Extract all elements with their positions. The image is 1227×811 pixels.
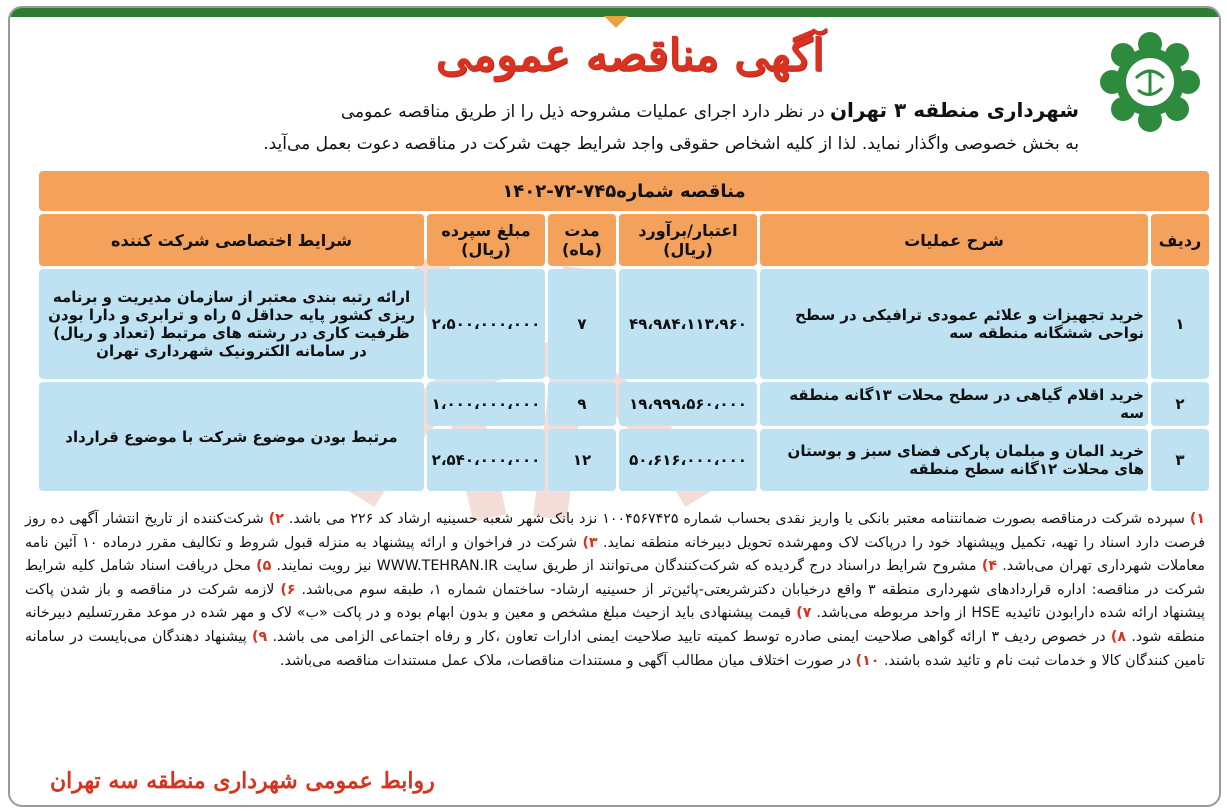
term-text: شرکت در فراخوان و ارائه پیشنهاد به منزله قبول شروط و تکالیف مقرر درماده ۱۰ آئین نامه معاملات شهرداری تهران می‌باشد.	[25, 534, 1206, 575]
term-number: ۷)	[796, 605, 812, 622]
term-number: ۲)	[268, 511, 284, 527]
cell-description: خرید المان و مبلمان پارکی فضای سبز و بوستان های محلات ۱۲گانه سطح منطقه	[760, 429, 1148, 491]
footer-signature: روابط عمومی شهرداری منطقه سه تهران	[50, 768, 435, 794]
intro-line-1	[19, 98, 1079, 122]
orange-marker	[604, 16, 628, 28]
intro-text-1: در نظر دارد اجرای عملیات مشروحه ذیل را از طریق مناقصه عمومی	[340, 102, 825, 122]
cell-conditions: مرتبط بودن موضوع شرکت با موضوع قرارداد	[39, 382, 424, 491]
cell-deposit: ۲،۵۰۰،۰۰۰،۰۰۰	[427, 269, 545, 379]
page-title: آگهی مناقصه عمومی	[435, 30, 825, 81]
term-text: در صورت اختلاف میان مطالب آگهی و مستندات مناقصات، ملاک عمل مستندات مناقصه می‌باشد.	[279, 652, 852, 669]
cell-duration: ۹	[548, 382, 616, 426]
term-text: محل دریافت اسناد شامل کلیه شرایط شرکت در مناقصه: اداره قراردادهای شهرداری منطقه ۳ واقع درخیابان دکترشریعتی-پائین‌تر از حسینیه ارشاد- ساختمان شماره ۱، طبقه سوم می‌باشد.	[25, 558, 1206, 598]
cell-duration: ۱۲	[548, 429, 616, 491]
tender-number: مناقصه شماره۷۴۵-۷۲-۱۴۰۲	[39, 171, 1209, 211]
cell-deposit: ۱،۰۰۰،۰۰۰،۰۰۰	[427, 382, 545, 426]
header-description: شرح عملیات	[760, 214, 1148, 266]
term-text: قیمت پیشنهادی باید ازحیث مبلغ مشخص و معین و بدون ابهام بوده و در پاکت «ب» لاک و مهر شده در موعد مقررتسلیم دبیرخانه منطقه شود.	[25, 605, 1206, 645]
header-budget: اعتبار/برآورد (ریال)	[619, 214, 757, 266]
term-number: ۳)	[582, 534, 598, 551]
cell-budget: ۱۹،۹۹۹،۵۶۰،۰۰۰	[619, 382, 757, 426]
header-row-number: ردیف	[1151, 214, 1209, 266]
header-deposit: مبلغ سپرده (ریال)	[427, 214, 545, 266]
cell-budget: ۵۰،۶۱۶،۰۰۰،۰۰۰	[619, 429, 757, 491]
cell-budget: ۴۹،۹۸۴،۱۱۳،۹۶۰	[619, 269, 757, 379]
term-text: لازمه شرکت در مناقصه و باز شدن پاکت پیشنهاد ارائه شده دارابودن تائیدیه HSE از واحد مربوطه می‌باشد.	[25, 581, 1205, 622]
term-number: ۸)	[1110, 628, 1127, 645]
cell-row-number: ۲	[1151, 382, 1209, 426]
term-number: ۱۰)	[855, 652, 880, 669]
notice-frame	[8, 6, 1221, 807]
cell-description: خرید اقلام گیاهی در سطح محلات ۱۳گانه منطقه سه	[760, 382, 1148, 426]
header-duration: مدت (ماه)	[548, 214, 616, 266]
term-number: ۱)	[1189, 511, 1205, 527]
term-number: ۴)	[981, 558, 997, 575]
tehran-municipality-logo	[1098, 30, 1202, 134]
cell-deposit: ۲،۵۴۰،۰۰۰،۰۰۰	[427, 429, 545, 491]
terms-text	[25, 508, 1205, 673]
term-text: پیشنهاد دهندگان می‌بایست در سامانه تامین کنندگان کالا و خدمات ثبت نام و تائید شده باشند.	[25, 628, 1205, 669]
cell-conditions: ارائه رتبه بندی معتبر از سازمان مدیریت و برنامه ریزی کشور پایه حداقل ۵ راه و ترابری و دارا بودن ظرفیت کاری در رشته های مرتبط (تعداد و ریال) در سامانه الکترونیک شهرداری تهران	[39, 269, 424, 379]
cell-row-number: ۳	[1151, 429, 1209, 491]
cell-row-number: ۱	[1151, 269, 1209, 379]
term-text: در خصوص ردیف ۳ ارائه گواهی صلاحیت ایمنی صادره توسط کمیته تایید صلاحیت ایمنی ادارات تعاون ،کار و رفاه اجتماعی الزامی می باشد.	[272, 628, 1106, 645]
term-number: ۵)	[256, 558, 272, 575]
header-conditions: شرایط اختصاصی شرکت کننده	[39, 214, 424, 266]
table-row	[39, 269, 1209, 379]
term-text: شرکت‌کننده از تاریخ انتشار آگهی ده روز فرصت دارد اسناد را تهیه، تکمیل وپیشنهاد خود را درپاکت لاک ومهرشده تحویل دبیرخانه منطقه نماید.	[25, 511, 1206, 551]
term-text: سپرده شرکت درمناقصه بصورت ضمانتنامه معتبر بانکی یا واریز نقدی بحساب شماره ۱۰۰۴۵۶۷۴۲۵ نزد بانک شهر شعبه حسینیه ارشاد کد ۲۲۶ می باشد.	[288, 511, 1185, 527]
term-number: ۹)	[252, 628, 268, 645]
tender-table	[36, 168, 1212, 494]
org-name: شهرداری منطقه ۳ تهران	[829, 98, 1079, 122]
term-number: ۶)	[280, 581, 296, 598]
cell-description: خرید تجهیزات و علائم عمودی ترافیکی در سطح نواحی ششگانه منطقه سه	[760, 269, 1148, 379]
cell-duration: ۷	[548, 269, 616, 379]
term-text: مشروح شرایط دراسناد درج گردیده که شرکت‌کنندگان می‌توانند از طریق سایت WWW.TEHRAN.IR نیز رویت نمایند.	[276, 558, 977, 575]
table-row	[39, 382, 1209, 426]
intro-line-2: به بخش خصوصی واگذار نماید. لذا از کلیه اشخاص حقوقی واجد شرایط جهت شرکت در مناقصه دعوت بعمل می‌آید.	[263, 134, 1079, 154]
